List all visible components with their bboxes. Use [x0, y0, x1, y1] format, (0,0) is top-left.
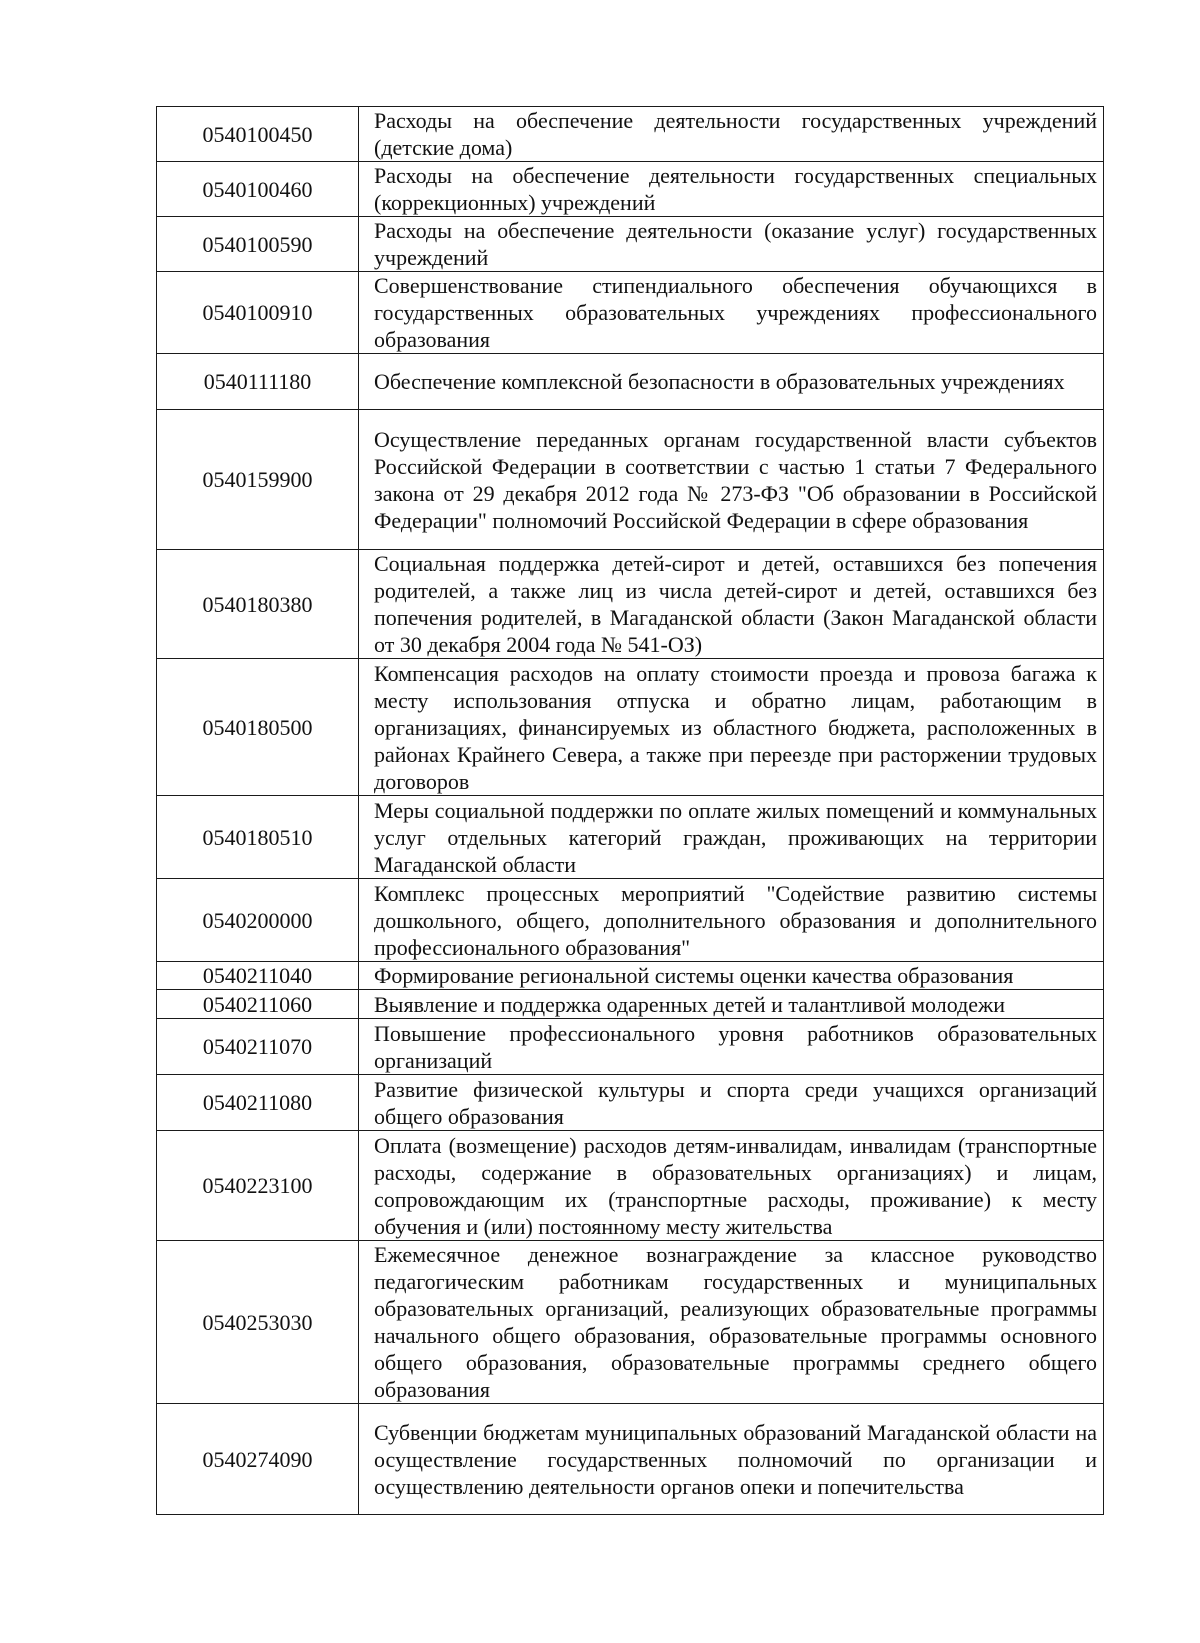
row-code: 0540159900: [157, 410, 359, 550]
row-code: 0540274090: [157, 1404, 359, 1515]
row-description: Комплекс процессных мероприятий "Содействие развитию системы дошкольного, общего, дополнительного образования и дополнительного профессионального образования": [359, 879, 1104, 962]
row-description: Формирование региональной системы оценки качества образования: [359, 962, 1104, 990]
row-description: Социальная поддержка детей-сирот и детей, оставшихся без попечения родителей, а также лиц из числа детей-сирот и детей, оставшихся без попечения родителей, в Магаданской области (Закон Магаданской области от 30 декабря 2004 года № 541-ОЗ): [359, 550, 1104, 659]
table-row: [157, 162, 1104, 217]
row-code: 0540100450: [157, 107, 359, 162]
row-description: Совершенствование стипендиального обеспечения обучающихся в государственных образовательных учреждениях профессионального образования: [359, 272, 1104, 354]
table-row: [157, 217, 1104, 272]
table-row: [157, 354, 1104, 410]
row-code: 0540211040: [157, 962, 359, 990]
table-row: [157, 796, 1104, 879]
row-code: 0540180510: [157, 796, 359, 879]
row-description: Обеспечение комплексной безопасности в образовательных учреждениях: [359, 354, 1104, 410]
table-row: [157, 410, 1104, 550]
row-description: Меры социальной поддержки по оплате жилых помещений и коммунальных услуг отдельных категорий граждан, проживающих на территории Магаданской области: [359, 796, 1104, 879]
row-code: 0540111180: [157, 354, 359, 410]
row-code: 0540200000: [157, 879, 359, 962]
table-row: [157, 1404, 1104, 1515]
row-description: Ежемесячное денежное вознаграждение за классное руководство педагогическим работникам государственных и муниципальных образовательных организаций, реализующих образовательные программы начального общего образования, образовательные программы основного общего образования, образовательные программы среднего общего образования: [359, 1241, 1104, 1404]
row-description: Повышение профессионального уровня работников образовательных организаций: [359, 1019, 1104, 1075]
row-code: 0540223100: [157, 1131, 359, 1241]
row-code: 0540180380: [157, 550, 359, 659]
table-row: [157, 550, 1104, 659]
row-code: 0540211080: [157, 1075, 359, 1131]
row-code: 0540253030: [157, 1241, 359, 1404]
row-description: Выявление и поддержка одаренных детей и талантливой молодежи: [359, 990, 1104, 1019]
row-code: 0540100460: [157, 162, 359, 217]
row-description: Оплата (возмещение) расходов детям-инвалидам, инвалидам (транспортные расходы, содержание в образовательных организациях) и лицам, сопровождающим их (транспортные расходы, проживание) к месту обучения и (или) постоянному месту жительства: [359, 1131, 1104, 1241]
table-row: [157, 1131, 1104, 1241]
row-description: Осуществление переданных органам государственной власти субъектов Российской Федерации в соответствии с частью 1 статьи 7 Федерального закона от 29 декабря 2012 года № 273-ФЗ "Об образовании в Российской Федерации" полномочий Российской Федерации в сфере образования: [359, 410, 1104, 550]
row-code: 0540211060: [157, 990, 359, 1019]
row-description: Развитие физической культуры и спорта среди учащихся организаций общего образования: [359, 1075, 1104, 1131]
row-code: 0540180500: [157, 659, 359, 796]
table-row: [157, 107, 1104, 162]
row-code: 0540100590: [157, 217, 359, 272]
row-description: Субвенции бюджетам муниципальных образований Магаданской области на осуществление государственных полномочий по организации и осуществлению деятельности органов опеки и попечительства: [359, 1404, 1104, 1515]
row-description: Расходы на обеспечение деятельности (оказание услуг) государственных учреждений: [359, 217, 1104, 272]
row-description: Компенсация расходов на оплату стоимости проезда и провоза багажа к месту использования отпуска и обратно лицам, работающим в организациях, финансируемых из областного бюджета, расположенных в районах Крайнего Севера, а также при переезде при расторжении трудовых договоров: [359, 659, 1104, 796]
table-row: [157, 962, 1104, 990]
table-row: [157, 879, 1104, 962]
row-code: 0540211070: [157, 1019, 359, 1075]
row-description: Расходы на обеспечение деятельности государственных учреждений (детские дома): [359, 107, 1104, 162]
budget-classification-table: [156, 106, 1104, 1515]
row-code: 0540100910: [157, 272, 359, 354]
table-row: [157, 659, 1104, 796]
table-row: [157, 1241, 1104, 1404]
row-description: Расходы на обеспечение деятельности государственных специальных (коррекционных) учреждений: [359, 162, 1104, 217]
table-row: [157, 272, 1104, 354]
table-row: [157, 990, 1104, 1019]
table-row: [157, 1019, 1104, 1075]
table-row: [157, 1075, 1104, 1131]
